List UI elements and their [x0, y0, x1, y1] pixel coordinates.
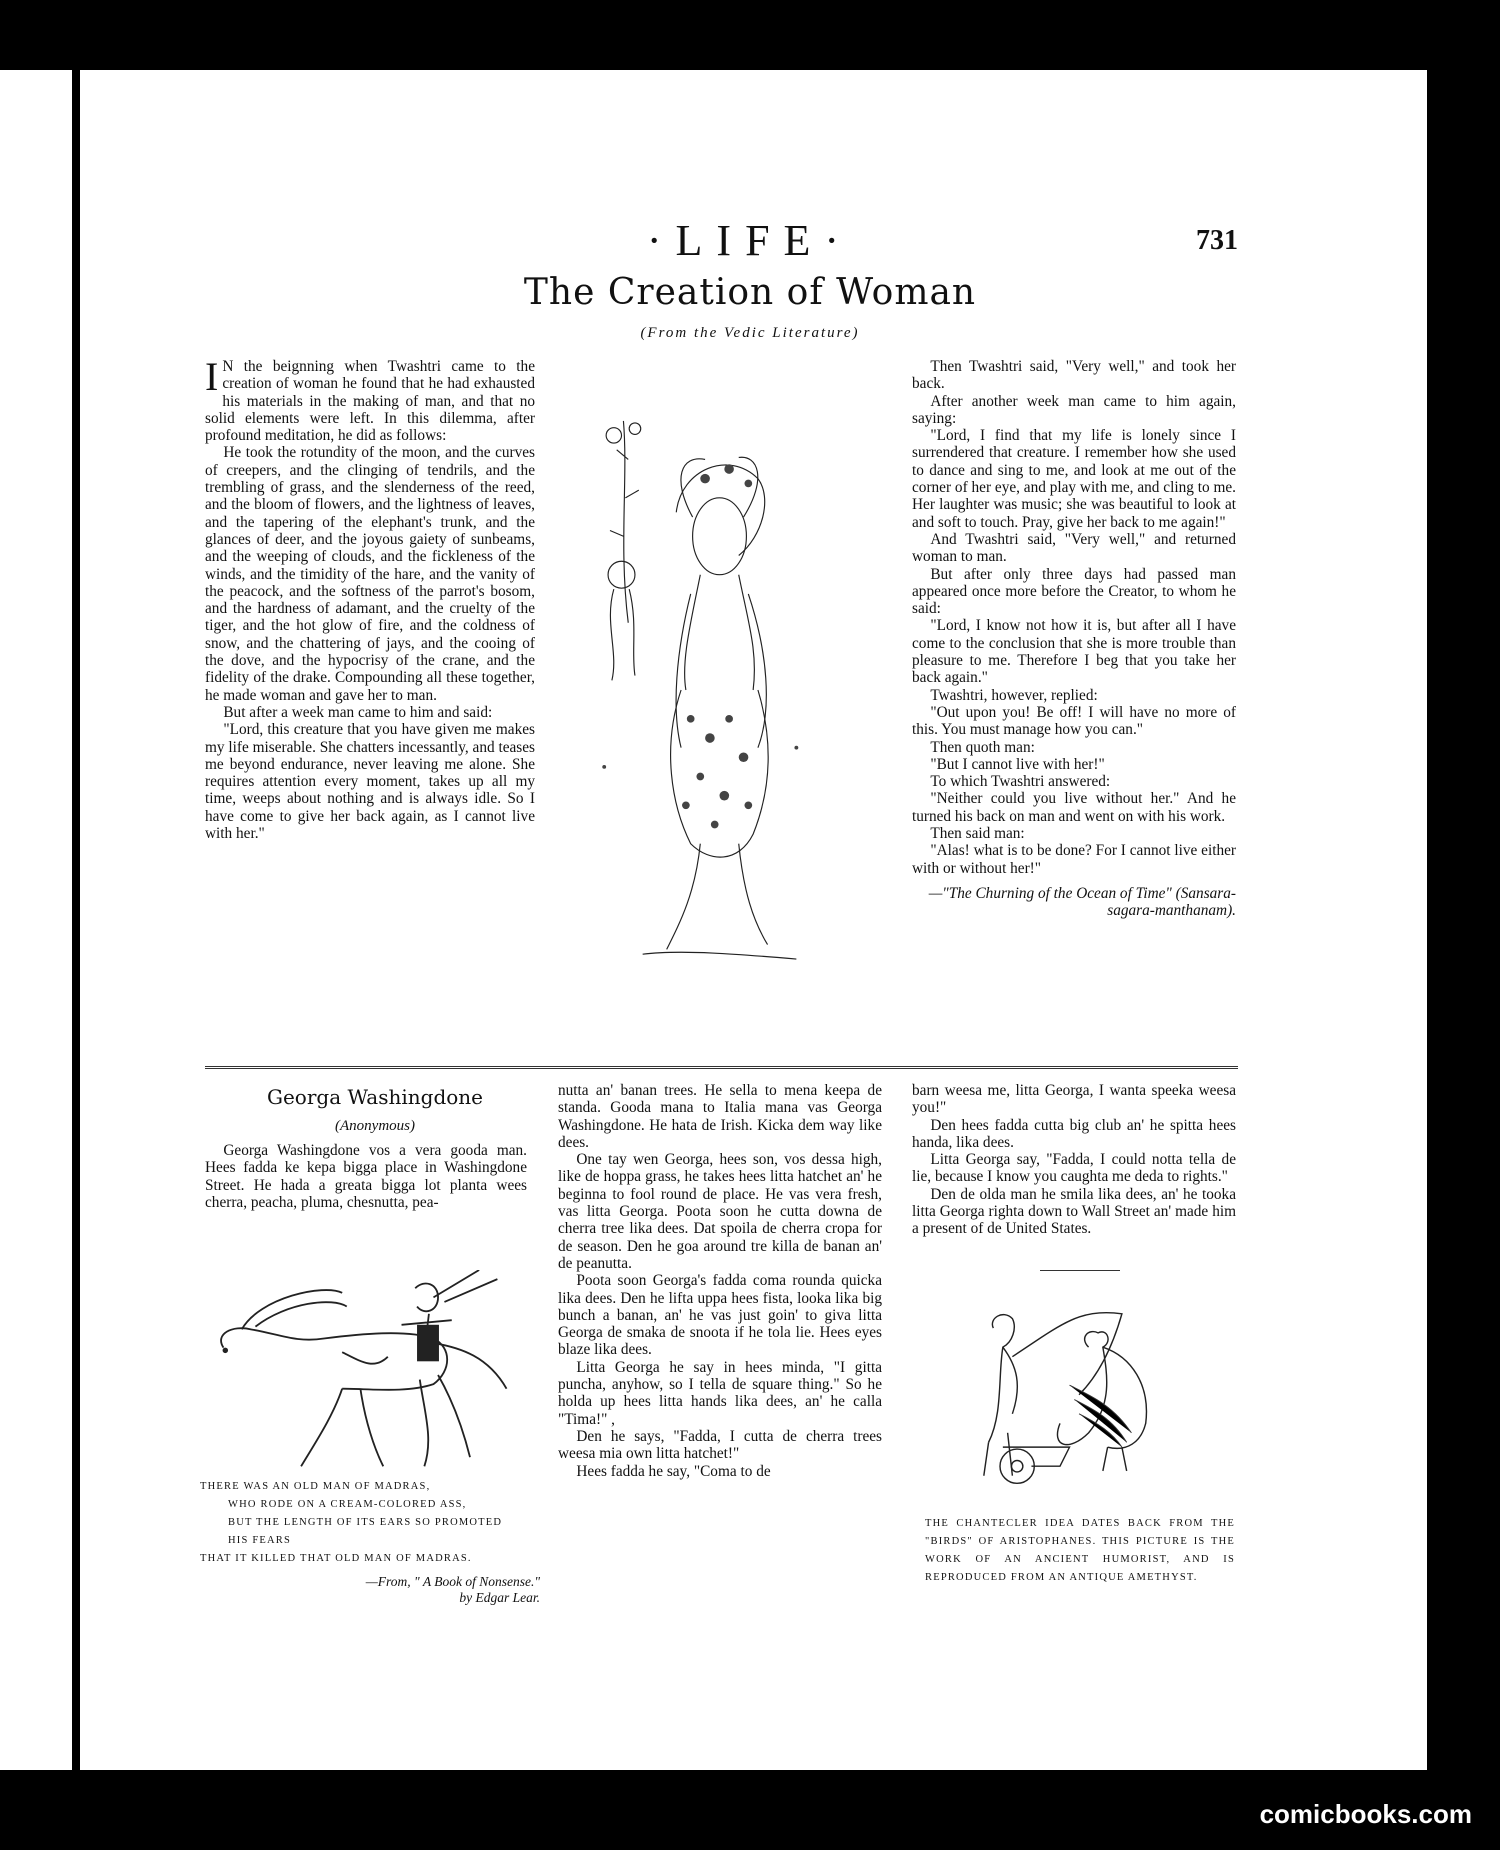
caption-line: HIS FEARS [228, 1535, 292, 1546]
woman-illustration [585, 390, 830, 990]
page-number: 731 [1196, 225, 1238, 256]
chantecler-illustration [945, 1290, 1175, 1490]
caption-line: THERE WAS AN OLD MAN OF MADRAS, [200, 1481, 431, 1492]
article-column-left [205, 354, 535, 843]
paragraph: Litta Georga he say in hees minda, "I gitta puncha, anyhow, so I tella de square thing." So he holda up hees litta hands lika dees, an' he calla "Tima!" , [558, 1358, 882, 1428]
paragraph: He took the rotundity of the moon, and the curves of creepers, and the clinging of tendrils, and the trembling of grass, and the slenderness of the reed, and the bloom of flowers, and the lightness of leaves, and the tapering of the elephant's trunk, and the glances of deer, and the joyous gaiety of sunbeams, and the weeping of clouds, and the fickleness of the winds, and the timidity of the hare, and the vanity of the peacock, and the softness of the parrot's bosom, and the hardness of adamant, and the cruelty of the tiger, and the hot glow of fire, and the coldness of snow, and the chattering of jays, and the cooing of the dove, and the hypocrisy of the crane, and the fidelity of the drake. Compounding all these together, he made woman and gave her to man. [205, 444, 535, 704]
attribution: —"The Churning of the Ocean of Time" (Sansara-sagara-manthanam). [928, 884, 1236, 920]
paragraph: Poota soon Georga's fadda coma rounda quicka lika dees. Den he lifta uppa hees fista, looka lika big bunch a banan, an' he vas just goin' to giva litta Georga de smaka de snoota if he tola lie. Hees eyes blaze lika dees. [558, 1272, 882, 1359]
paragraph: But after a week man came to him and said: [223, 703, 493, 721]
paragraph: To which Twashtri answered: [930, 773, 1111, 791]
article2-column-2 [558, 1082, 882, 1480]
article2-subtitle: (Anonymous) [335, 1118, 415, 1134]
paragraph: I N the beignning when Twashtri came to the creation of woman he found that he had exhausted his materials in the making of man, and that no solid elements were left. In this dilemma, after profound meditation, he did as follows: [205, 354, 535, 445]
paragraph: Then quoth man: [930, 738, 1035, 756]
caption-line: THAT IT KILLED THAT OLD MAN OF MADRAS. [200, 1553, 472, 1564]
paragraph: Georga Washingdone vos a vera gooda man. Hees fadda ke kepa bigga place in Washingdone Street. He hada a greata bigga lot planta wees cherra, peacha, pluma, chesnutta, pea- [205, 1142, 527, 1211]
paragraph: Twashtri, however, replied: [930, 686, 1098, 704]
paragraph: "But I cannot live with her!" [930, 755, 1105, 773]
paragraph: Hees fadda he say, "Coma to de [576, 1462, 771, 1480]
drop-cap: I [205, 354, 219, 399]
paragraph: After another week man came to him again, saying: [912, 392, 1236, 427]
paragraph: "Lord, I find that my life is lonely since I surrendered that creature. I remember how she used to dance and sing to me, and look at me out of the corner of her eye, and play with me, and cling to me. Her laughter was music; she was beautiful to look at and soft to touch. Pray, give her back to me again!" [912, 427, 1236, 531]
article2-column-3 [912, 1082, 1236, 1238]
donkey-credit: —From, " A Book of Nonsense." by Edgar Lear. [365, 1574, 540, 1605]
paragraph: Den hees fadda cutta big club an' he spitta hees handa, lika dees. [912, 1116, 1236, 1151]
watermark: comicbooks.com [1259, 1799, 1472, 1829]
paragraph: Den he says, "Fadda, I cutta de cherra trees weesa mia own litta hatchet!" [558, 1427, 882, 1463]
paragraph: And Twashtri said, "Very well," and returned woman to man. [912, 530, 1236, 566]
donkey-caption [200, 1478, 540, 1568]
paragraph: One tay wen Georga, hees son, vos dessa high, like de hoppa grass, he takes hees litta hatchet an' he beginna to fool round de place. He vas vera fresh, vas litta Georga. Poota soon he cutta downa de cherra tree lika dees. Dat spoila de cherra cropa for de season. Den he goa around tre killa de banan an' de peanutta. [558, 1151, 882, 1272]
paragraph: Litta Georga say, "Fadda, I could notta tella de lie, because I know you caughta me deda to rights." [912, 1151, 1236, 1186]
article-subtitle: (From the Vedic Literature) [640, 325, 860, 341]
paragraph: "Lord, I know not how it is, but after all I have come to the conclusion that she is more trouble than pleasure to me. Therefore I beg that you take her back again." [912, 617, 1236, 687]
caption-line: WHO RODE ON A CREAM-COLORED ASS, [228, 1499, 467, 1510]
article2-title: Georga Washingdone [266, 1085, 484, 1109]
paragraph: Then said man: [930, 825, 1025, 843]
paragraph: "Alas! what is to be done? For I cannot live either with or without her!" [912, 842, 1236, 877]
chantecler-caption: THE CHANTECLER IDEA DATES BACK FROM THE "BIRDS" OF ARISTOPHANES. THIS PICTURE IS THE WORK OF AN ANCIENT HUMORIST, AND IS REPRODUCED FROM AN ANTIQUE AMETHYST. [925, 1518, 1235, 1583]
paragraph: But after only three days had passed man appeared once more before the Creator, to whom he said: [912, 565, 1236, 618]
article-title: The Creation of Woman [523, 272, 977, 313]
article-column-right [912, 358, 1236, 920]
donkey-illustration [205, 1270, 525, 1480]
paragraph: barn weesa me, litta Georga, I wanta speeka weesa you!" [912, 1082, 1236, 1117]
section-divider [205, 1066, 1238, 1069]
article2-column-1 [205, 1142, 527, 1211]
paragraph: Den de olda man he smila lika dees, an' he tooka litta Georga righta down to Wall Street an' made him a present of de United States. [912, 1185, 1236, 1238]
masthead: ·LIFE· [646, 216, 854, 265]
paragraph: nutta an' banan trees. He sella to mena keepa de standa. Gooda mana to Italia mana vas Georga Washingdone. He hata de Irish. Kicka dem way like dees. [558, 1082, 882, 1151]
paragraph: "Out upon you! Be off! I will have no more of this. You must manage how you can." [912, 703, 1236, 739]
paragraph: "Lord, this creature that you have given me makes my life miserable. She chatters incessantly, and teases me beyond endurance, never leaving me alone. She requires attention every moment, takes up all my time, weeps about nothing and is always idle. So I have come to give her back again, as I cannot live with her." [205, 721, 535, 843]
paragraph: Then Twashtri said, "Very well," and took her back. [912, 358, 1236, 393]
paragraph: "Neither could you live without her." And he turned his back on man and went on with his work. [912, 790, 1236, 825]
short-divider [1040, 1270, 1120, 1271]
caption-line: BUT THE LENGTH OF ITS EARS SO PROMOTED [228, 1517, 503, 1528]
